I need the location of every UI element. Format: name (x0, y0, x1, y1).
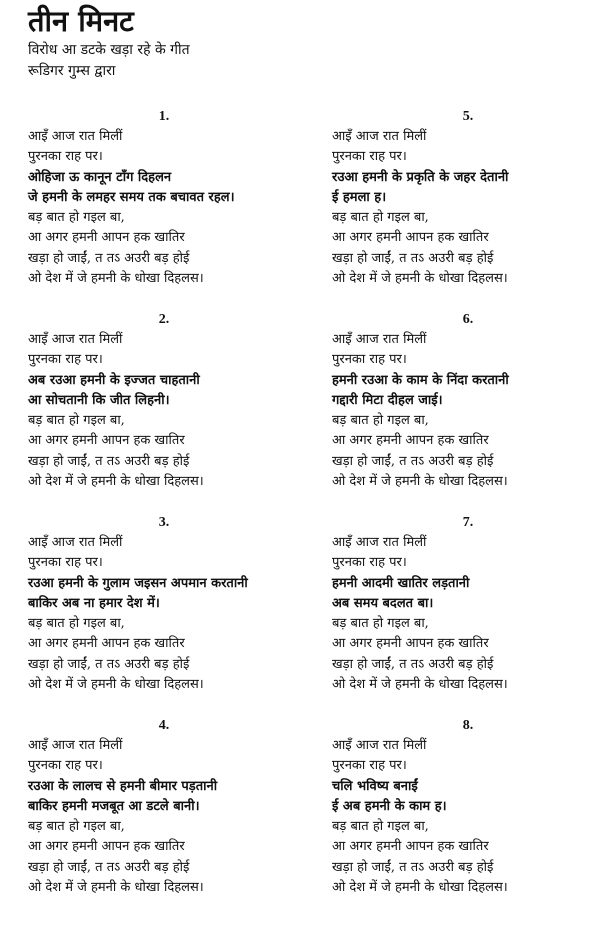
stanza-line: बड़ बात हो गइल बा, (332, 413, 429, 429)
stanza-line: पुरनका राह पर। (28, 758, 103, 774)
stanza-number: 8. (462, 718, 474, 733)
stanza-line: आ अगर हमनी आपन हक खातिर (28, 636, 185, 652)
stanza-line: आ अगर हमनी आपन हक खातिर (332, 839, 489, 855)
stanza-line: ओ देश में जे हमनी के धोखा दिहलस। (332, 271, 508, 287)
stanza-line: पुरनका राह पर। (28, 352, 103, 368)
stanza-line: बड़ बात हो गइल बा, (28, 413, 125, 429)
stanza-number: 3. (158, 515, 170, 530)
stanza-line: आइँ आज रात मिलीं (332, 738, 427, 753)
stanza-line: बड़ बात हो गइल बा, (332, 616, 429, 632)
stanza-5 (332, 108, 604, 293)
stanza-line: आइँ आज रात मिलीं (28, 738, 123, 753)
stanza-line: ओ देश में जे हमनी के धोखा दिहलस। (332, 880, 508, 896)
stanza-line-bold: हमनी रउआ के काम के निंदा करतानी (332, 372, 509, 388)
stanza-1 (28, 108, 300, 293)
page-subtitle: विरोध आ डटके खड़ा रहे के गीत (28, 42, 190, 58)
stanza-line-bold: अब समय बदलत बा। (332, 595, 434, 611)
stanza-8 (332, 717, 604, 902)
stanza-line: ओ देश में जे हमनी के धोखा दिहलस। (28, 474, 204, 490)
stanza-line: बड़ बात हो गइल बा, (332, 819, 429, 835)
stanza-line: पुरनका राह पर। (332, 149, 407, 165)
stanza-line: बड़ बात हो गइल बा, (28, 819, 125, 835)
stanza-line: पुरनका राह पर। (332, 758, 407, 774)
stanza-line-bold: चलि भविष्य बनाईं (332, 778, 418, 794)
stanza-line: खड़ा हो जाईं, त तऽ अउरी बड़ होई (332, 453, 494, 469)
stanza-line: खड़ा हो जाईं, त तऽ अउरी बड़ होई (332, 859, 494, 875)
stanza-line: बड़ बात हो गइल बा, (28, 210, 125, 226)
stanza-line: पुरनका राह पर। (28, 149, 103, 165)
stanza-line: खड़ा हो जाईं, त तऽ अउरी बड़ होई (332, 250, 494, 266)
stanza-4 (28, 717, 300, 902)
stanza-line: पुरनका राह पर। (332, 555, 407, 571)
stanza-line: बड़ बात हो गइल बा, (332, 210, 429, 226)
stanza-line: आ अगर हमनी आपन हक खातिर (332, 433, 489, 449)
stanza-line: खड़ा हो जाईं, त तऽ अउरी बड़ होई (28, 656, 190, 672)
stanza-line: खड़ा हो जाईं, त तऽ अउरी बड़ होई (28, 453, 190, 469)
stanza-line-bold: आ सोचतानी कि जीत लिहनी। (28, 392, 170, 408)
stanza-line: आइँ आज रात मिलीं (28, 129, 123, 144)
stanza-7 (332, 514, 604, 699)
stanza-line-bold: जे हमनी के लमहर समय तक बचावत रहल। (28, 189, 235, 205)
stanza-number: 6. (462, 312, 474, 327)
stanza-line: पुरनका राह पर। (332, 352, 407, 368)
stanza-number: 5. (462, 109, 474, 124)
stanza-line: आ अगर हमनी आपन हक खातिर (332, 230, 489, 246)
stanza-line: ओ देश में जे हमनी के धोखा दिहलस। (332, 474, 508, 490)
stanza-line-bold: गद्दारी मिटा दीहल जाई। (332, 392, 443, 408)
stanza-line-bold: ई हमला ह। (332, 189, 387, 205)
stanza-line: ओ देश में जे हमनी के धोखा दिहलस। (28, 880, 204, 896)
stanza-line-bold: रउआ हमनी के प्रकृति के जहर देतानी (332, 169, 509, 185)
stanza-line: ओ देश में जे हमनी के धोखा दिहलस। (28, 677, 204, 693)
stanza-line-bold: बाकिर अब ना हमार देश में। (28, 595, 160, 611)
stanza-line: आ अगर हमनी आपन हक खातिर (28, 839, 185, 855)
stanza-line: आ अगर हमनी आपन हक खातिर (28, 433, 185, 449)
stanza-number: 7. (462, 515, 474, 530)
stanza-line: बड़ बात हो गइल बा, (28, 616, 125, 632)
document-header (28, 2, 588, 82)
stanza-number: 4. (158, 718, 170, 733)
stanza-2 (28, 311, 300, 496)
stanza-line-bold: ई अब हमनी के काम ह। (332, 798, 447, 814)
stanza-line: खड़ा हो जाईं, त तऽ अउरी बड़ होई (28, 250, 190, 266)
stanza-line-bold: ओहिजा ऊ कानून टाँग दिहलन (28, 169, 172, 185)
stanza-line: पुरनका राह पर। (28, 555, 103, 571)
stanza-line: खड़ा हो जाईं, त तऽ अउरी बड़ होई (28, 859, 190, 875)
stanza-line-bold: रउआ हमनी के गुलाम जइसन अपमान करतानी (28, 575, 248, 591)
author-credit: रूडिगर गुम्स द्वारा (28, 63, 116, 79)
stanza-line: ओ देश में जे हमनी के धोखा दिहलस। (28, 271, 204, 287)
stanza-line-bold: रउआ के लालच से हमनी बीमार पड़तानी (28, 778, 218, 794)
stanza-line: आइँ आज रात मिलीं (28, 332, 123, 347)
stanza-6 (332, 311, 604, 496)
stanza-line-bold: बाकिर हमनी मजबूत आ डटले बानी। (28, 798, 200, 814)
stanza-line: आ अगर हमनी आपन हक खातिर (28, 230, 185, 246)
stanza-line: आइँ आज रात मिलीं (332, 535, 427, 550)
stanza-line-bold: हमनी आदमी खातिर लड़तानी (332, 575, 470, 591)
stanza-number: 1. (158, 109, 170, 124)
stanza-line: खड़ा हो जाईं, त तऽ अउरी बड़ होई (332, 656, 494, 672)
stanza-line: आइँ आज रात मिलीं (28, 535, 123, 550)
page-title: तीन मिनट (28, 4, 134, 38)
stanza-line: आइँ आज रात मिलीं (332, 129, 427, 144)
stanza-line: आइँ आज रात मिलीं (332, 332, 427, 347)
stanza-line: आ अगर हमनी आपन हक खातिर (332, 636, 489, 652)
stanza-number: 2. (158, 312, 170, 327)
stanza-line-bold: अब रउआ हमनी के इज्जत चाहतानी (28, 372, 200, 388)
stanza-line: ओ देश में जे हमनी के धोखा दिहलस। (332, 677, 508, 693)
stanza-3 (28, 514, 300, 699)
